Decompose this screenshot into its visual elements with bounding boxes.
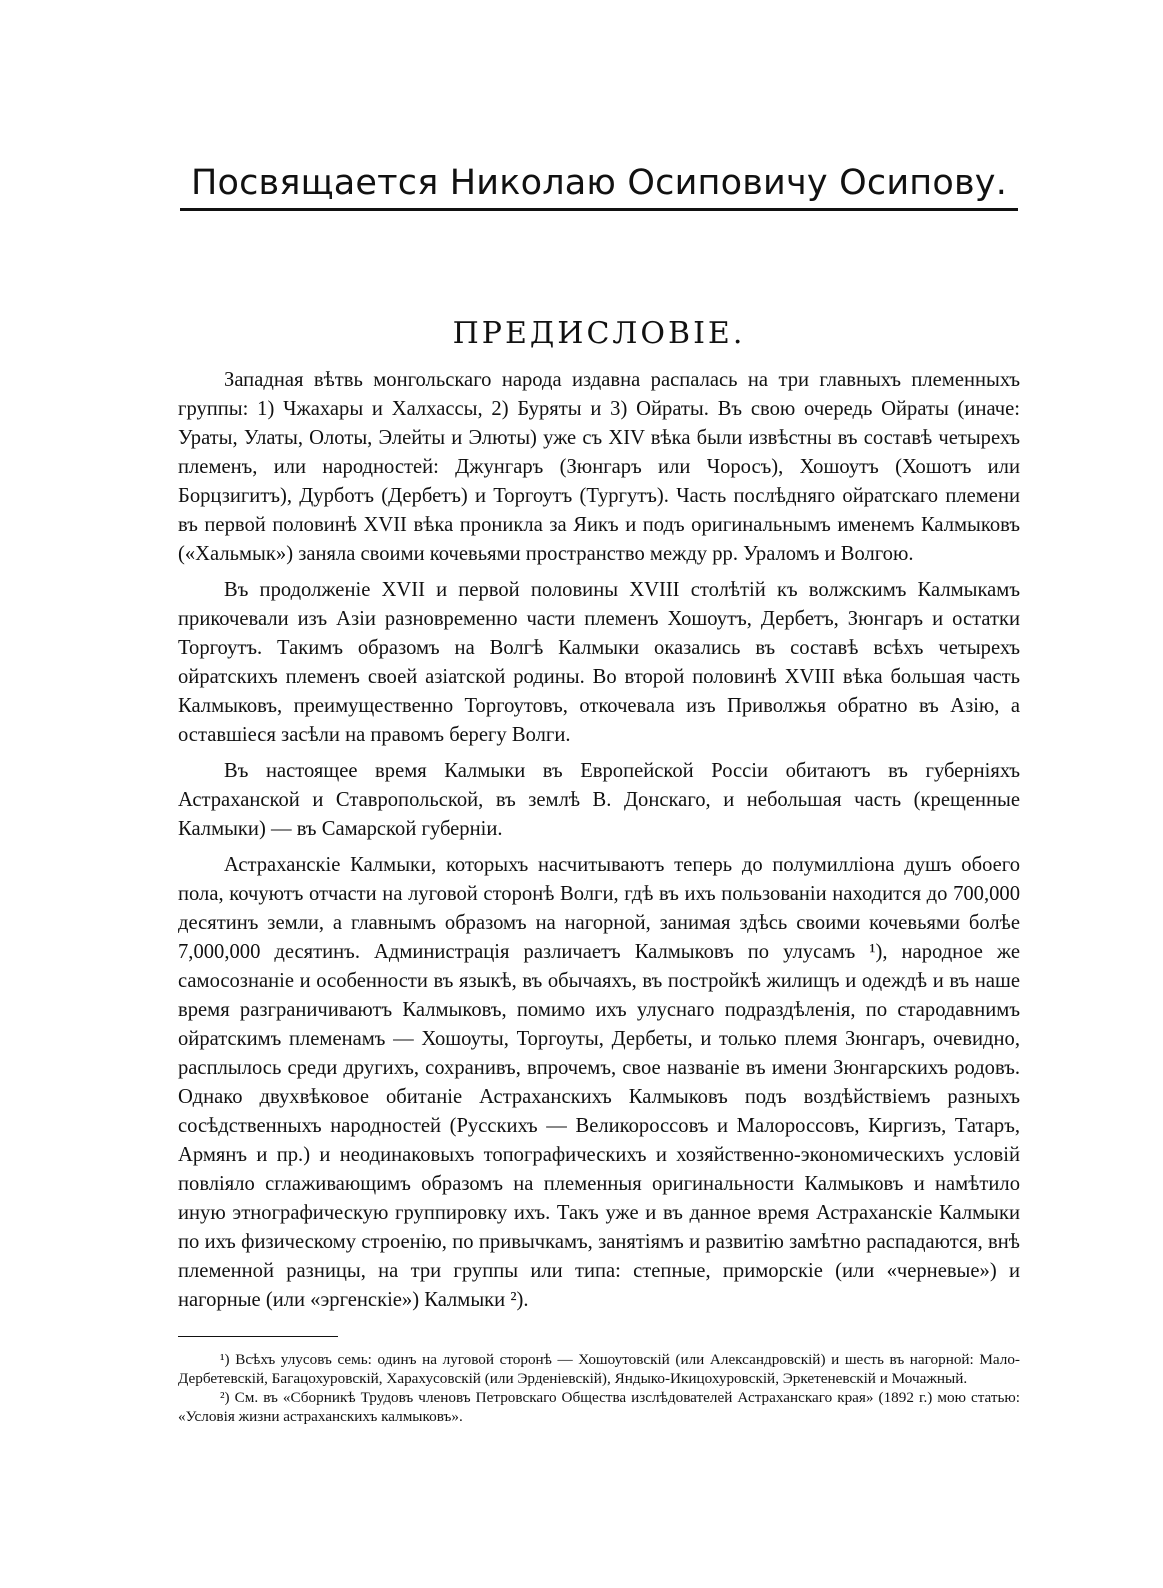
paragraph: Въ настоящее время Калмыки въ Европейской Россіи обитаютъ въ губерніяхъ Астраханской и Ставропольской, въ землѣ В. Донскаго, и небольшая часть (крещенные Калмыки) — въ Самарской губерніи. xyxy=(178,760,1020,840)
preface-body xyxy=(178,366,1020,1322)
section-heading: ПРЕДИСЛОВІЕ. xyxy=(452,316,746,351)
paragraph: Въ продолженіе XVII и первой половины XVIII столѣтій къ волжскимъ Калмыкамъ прикочевали изъ Азіи разновременно части племенъ Хошоутъ, Дербетъ, Зюнгаръ и остатки Торгоутъ. Такимъ образомъ на Волгѣ Калмыки оказались въ составѣ всѣхъ четырехъ ойратскихъ племенъ своей азіатской родины. Во второй половинѣ XVIII вѣка большая часть Калмыковъ, преимущественно Торгоутовъ, откочевала изъ Приволжья обратно въ Азію, а оставшіеся засѣли на правомъ берегу Волги. xyxy=(178,579,1020,746)
paragraph: Астраханскіе Калмыки, которыхъ насчитываютъ теперь до полумилліона душъ обоего пола, кочуютъ отчасти на луговой сторонѣ Волги, гдѣ въ ихъ пользованіи находится до 700,000 десятинъ земли, а главнымъ образомъ на нагорной, занимая здѣсь своими кочевьями болѣе 7,000,000 десятинъ. Администрація различаетъ Калмыковъ по улусамъ ¹), народное же самосознаніе и особенности въ языкѣ, въ обычаяхъ, въ постройкѣ жилищъ и одеждѣ и въ наше время разграничиваютъ Калмыковъ, помимо ихъ улуснаго подраздѣленія, по стародавнимъ ойратскимъ племенамъ — Хошоуты, Торгоуты, Дербеты, и только племя Зюнгаръ, очевидно, расплылось среди другихъ, сохранивъ, впрочемъ, свое названіе въ имени Зюнгарскихъ родовъ. Однако двухвѣковое обитаніе Астраханскихъ Калмыковъ подъ воздѣйствіемъ разныхъ сосѣдственныхъ народностей (Русскихъ — Великороссовъ и Малороссовъ, Киргизъ, Татаръ, Армянъ и пр.) и неодинаковыхъ топографическихъ и хозяйственно-экономическихъ условій повліяло сглаживающимъ образомъ на племенныя оригинальности Калмыковъ и намѣтило иную этнографическую группировку ихъ. Такъ уже и въ данное время Астраханскіе Калмыки по ихъ физическому строенію, по привычкамъ, занятіямъ и развитію замѣтно распадаются, внѣ племенной разницы, на три группы или типа: степные, приморскіе (или «черневые») и нагорные (или «эргенскіе») Калмыки ²). xyxy=(178,854,1020,1311)
paragraph: Западная вѣтвь монгольскаго народа издавна распалась на три главныхъ племенныхъ группы: 1) Чжахары и Халхассы, 2) Буряты и 3) Ойраты. Въ свою очередь Ойраты (иначе: Ураты, Улаты, Олоты, Элейты и Элюты) уже съ XIV вѣка были извѣстны въ составѣ четырехъ племенъ, или народностей: Джунгаръ (Зюнгаръ или Чоросъ), Хошоутъ (Хошотъ или Борцзигитъ), Дурботъ (Дербетъ) и Торгоутъ (Тургутъ). Часть послѣдняго ойратскаго племени въ первой половинѣ XVII вѣка проникла за Яикъ и подъ оригинальнымъ именемъ Калмыковъ («Хальмык») заняла своими кочевьями пространство между рр. Ураломъ и Волгою. xyxy=(178,369,1020,565)
footnote-separator xyxy=(178,1336,338,1337)
footnotes xyxy=(178,1350,1020,1426)
footnote: ²) См. въ «Сборникѣ Трудовъ членовъ Петровскаго Общества изслѣдователей Астраханскаго края» (1892 г.) мою статью: «Условія жизни астраханскихъ калмыковъ». xyxy=(178,1389,1020,1425)
footnote: ¹) Всѣхъ улусовъ семь: одинъ на луговой сторонѣ — Хошоутовскій (или Александровскій) и шесть въ нагорной: Мало-Дербетевскій, Багацохуровскій, Харахусовскій (или Эрденіевскій), Яндыко-Икицохуровскій, Эркетеневскій и Мочажный. xyxy=(178,1351,1020,1387)
dedication-title: Посвящается Николаю Осиповичу Осипову. xyxy=(180,160,1018,211)
